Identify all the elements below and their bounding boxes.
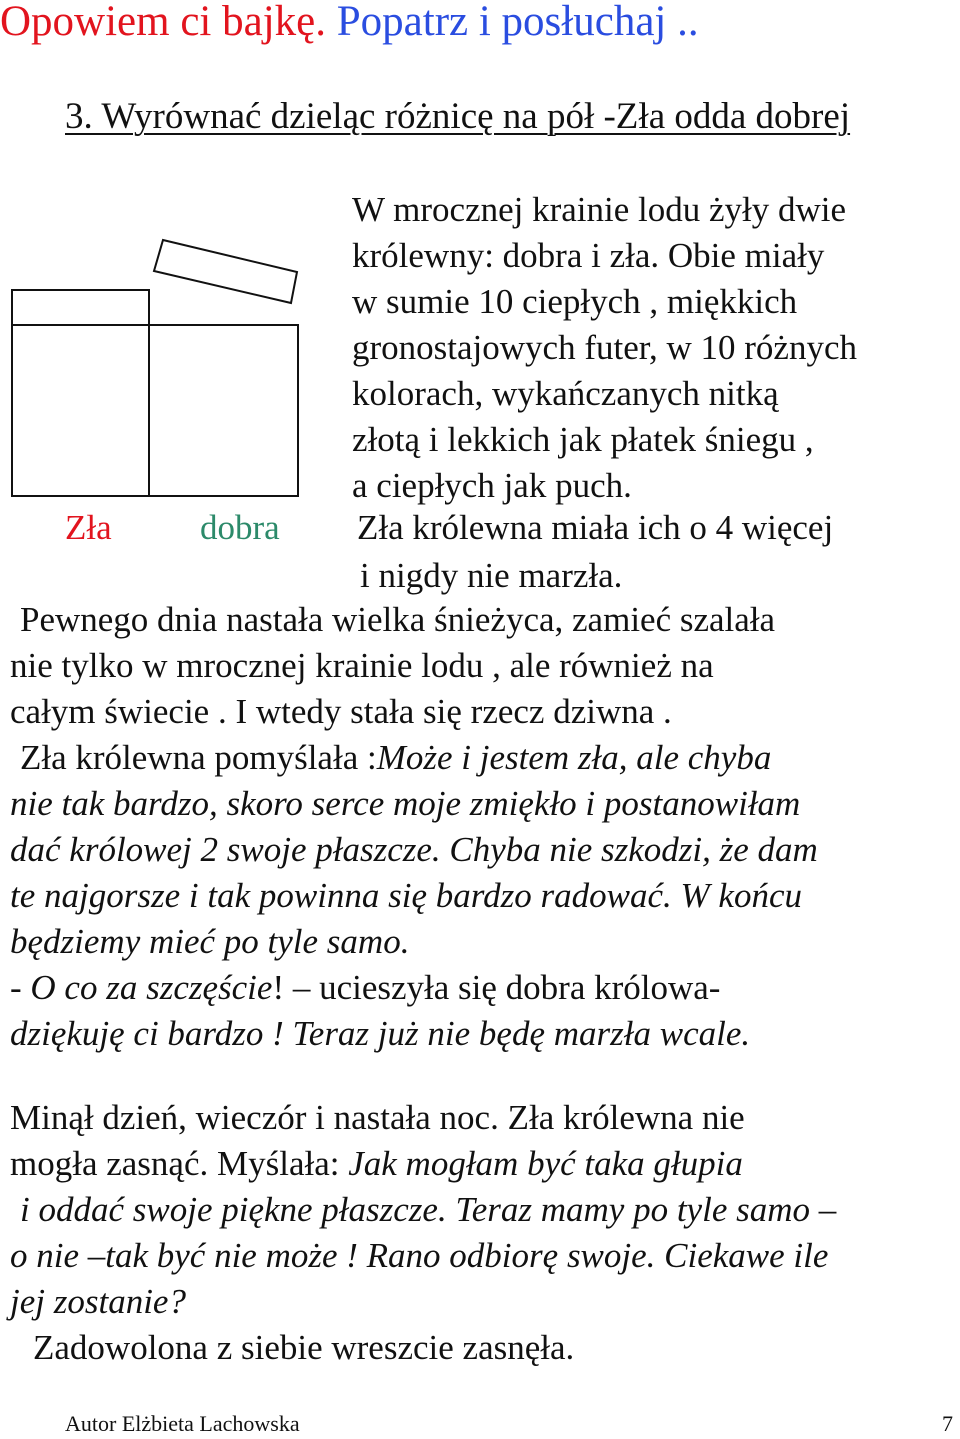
para3-line-2-normal: mogła zasnąć. Myślała: bbox=[10, 1144, 349, 1183]
para3-line-3: i oddać swoje piękne płaszcze. Teraz mamy po tyle samo – bbox=[20, 1190, 837, 1229]
intro-line-4: gronostajowych futer, w 10 różnych bbox=[352, 328, 857, 367]
page-title bbox=[0, 0, 699, 43]
page-number: 7 bbox=[942, 1411, 953, 1436]
section-heading: 3. Wyrównać dzieląc różnicę na pół -Zła odda dobrej bbox=[65, 96, 851, 137]
dobra-bar bbox=[149, 325, 298, 496]
intro-line-3: w sumie 10 ciepłych , miękkich bbox=[352, 282, 798, 321]
zla-bar bbox=[12, 290, 149, 496]
para2-line-1 bbox=[20, 740, 771, 775]
intro-line-1: W mrocznej krainie lodu żyły dwie bbox=[352, 190, 847, 229]
para1-line-2: nie tylko w mrocznej krainie lodu , ale również na bbox=[10, 646, 714, 685]
para2-line-7: dziękuję ci bardzo ! Teraz już nie będę marzła wcale. bbox=[10, 1014, 751, 1053]
para2-line-6-normal: ! – ucieszyła się dobra królowa- bbox=[272, 968, 721, 1007]
para3-line-2-italic: Jak mogłam być taka głupia bbox=[348, 1144, 743, 1183]
para2-line-1-italic: Może i jestem zła, ale chyba bbox=[376, 738, 772, 777]
para2-line-6-italic: - O co za szczęście bbox=[10, 968, 273, 1007]
para3-line-4: o nie –tak być nie może ! Rano odbiorę swoje. Ciekawe ile bbox=[10, 1236, 829, 1275]
para3-line-2 bbox=[10, 1146, 743, 1181]
para3-line-5: jej zostanie? bbox=[10, 1282, 186, 1321]
intro-line-5: kolorach, wykańczanych nitką bbox=[352, 374, 779, 413]
more-line-1: Zła królewna miała ich o 4 więcej bbox=[357, 508, 834, 547]
para2-line-6 bbox=[10, 970, 720, 1005]
tilted-lid bbox=[154, 240, 297, 303]
label-zla: Zła bbox=[65, 508, 112, 547]
para2-line-3: dać królowej 2 swoje płaszcze. Chyba nie szkodzi, że dam bbox=[10, 830, 818, 869]
title-part-1: Opowiem ci bajkę. bbox=[0, 0, 326, 45]
para3-line-1: Minął dzień, wieczór i nastała noc. Zła królewna nie bbox=[10, 1098, 745, 1137]
footer-author: Autor Elżbieta Lachowska bbox=[65, 1411, 300, 1436]
intro-line-7: a ciepłych jak puch. bbox=[352, 466, 632, 505]
label-dobra: dobra bbox=[200, 508, 280, 547]
para2-line-5: będziemy mieć po tyle samo. bbox=[10, 922, 410, 961]
intro-line-2: królewny: dobra i zła. Obie miały bbox=[352, 236, 825, 275]
intro-line-6: złotą i lekkich jak płatek śniegu , bbox=[352, 420, 814, 459]
para2-line-2: nie tak bardzo, skoro serce moje zmiękło i postanowiłam bbox=[10, 784, 801, 823]
bars-diagram bbox=[0, 225, 320, 525]
para2-line-4: te najgorsze i tak powinna się bardzo radować. W końcu bbox=[10, 876, 802, 915]
para1-line-1: Pewnego dnia nastała wielka śnieżyca, zamieć szalała bbox=[20, 600, 776, 639]
para1-line-3: całym świecie . I wtedy stała się rzecz dziwna . bbox=[10, 692, 672, 731]
para3-line-6: Zadowolona z siebie wreszcie zasnęła. bbox=[33, 1328, 575, 1367]
para2-line-1-normal: Zła królewna pomyślała : bbox=[20, 738, 377, 777]
title-part-2: Popatrz i posłuchaj .. bbox=[326, 0, 699, 45]
more-line-2: i nigdy nie marzła. bbox=[360, 556, 623, 595]
